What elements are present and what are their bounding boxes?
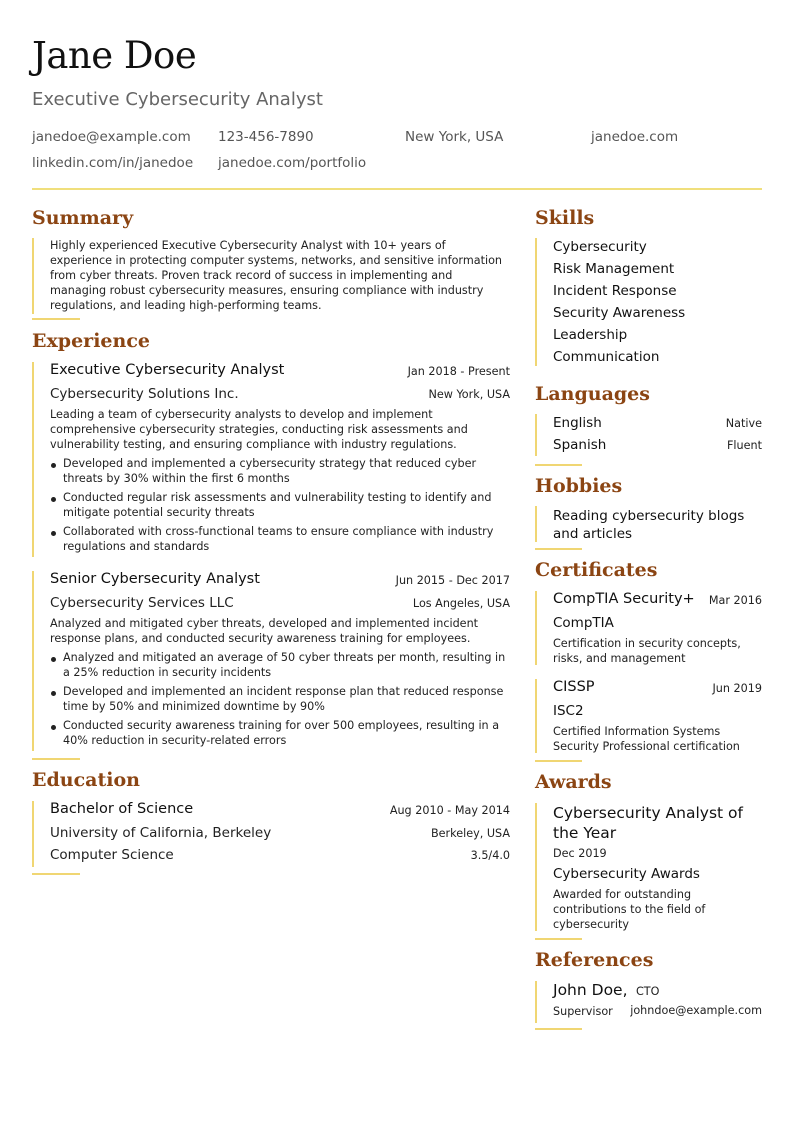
languages-rule <box>535 464 582 466</box>
summary-line: Highly experienced Executive Cybersecurity Analyst with 10+ years of <box>50 239 446 252</box>
certificate-date: Mar 2016 <box>708 594 762 607</box>
certificate-description <box>553 724 768 754</box>
award-issuer: Cybersecurity Awards <box>553 866 700 882</box>
hobbies-bar <box>535 506 537 542</box>
education-location: Berkeley, USA <box>431 827 510 840</box>
bullet-dot <box>51 691 56 696</box>
education-bar <box>32 801 34 867</box>
skill-item: Security Awareness <box>553 305 686 321</box>
job-bullet <box>63 524 523 554</box>
certificate-bar <box>535 679 537 753</box>
language-name: Spanish <box>553 437 607 453</box>
contact-email[interactable]: janedoe@example.com <box>32 129 191 145</box>
bullet-dot <box>51 657 56 662</box>
skill-item: Incident Response <box>553 283 677 299</box>
bullet-dot <box>51 497 56 502</box>
education-field: Computer Science <box>50 847 174 863</box>
experience-heading: Experience <box>32 330 150 352</box>
certificates-rule <box>535 760 582 762</box>
bullet-dot <box>51 725 56 730</box>
bullet-dot <box>51 463 56 468</box>
skills-heading: Skills <box>535 207 595 229</box>
education-rule <box>32 873 80 875</box>
job-description-line: comprehensive cybersecurity strategies, conducting risk assessments and <box>50 423 468 436</box>
award-title-line: Cybersecurity Analyst of <box>553 804 743 822</box>
job-bullet <box>63 718 523 748</box>
contact-location: New York, USA <box>405 129 504 145</box>
bullet-line: 40% reduction in security-related errors <box>63 734 287 747</box>
hobby-line: Reading cybersecurity blogs <box>553 508 745 524</box>
education-dates: Aug 2010 - May 2014 <box>389 804 510 817</box>
job-location: Los Angeles, USA <box>412 597 510 610</box>
references-rule <box>535 1028 582 1030</box>
reference-email[interactable]: johndoe@example.com <box>630 1004 762 1017</box>
bullet-line: a 25% reduction in security incidents <box>63 666 272 679</box>
award-description-line: contributions to the field of <box>553 903 706 916</box>
contact-linkedin[interactable]: linkedin.com/in/janedoe <box>32 155 194 171</box>
job-description <box>50 407 520 452</box>
certificates-heading: Certificates <box>535 559 658 581</box>
certificate-description-line: risks, and management <box>553 652 686 665</box>
hobby-line: and articles <box>553 526 633 542</box>
job-description-line: response plans, and conducted security awareness training for employees. <box>50 632 471 645</box>
summary-heading: Summary <box>32 207 134 229</box>
award-title-line: the Year <box>553 824 617 842</box>
skill-item: Communication <box>553 349 660 365</box>
reference-name: John Doe, <box>553 981 628 999</box>
language-level: Native <box>725 417 762 430</box>
bullet-line: Developed and implemented a cybersecurity strategy that reduced cyber <box>63 457 477 470</box>
hobbies-rule <box>535 548 582 550</box>
job-description <box>50 616 520 646</box>
certificate-issuer: ISC2 <box>553 703 584 719</box>
award-date: Dec 2019 <box>553 847 607 860</box>
skill-item: Risk Management <box>553 261 675 277</box>
job-company: Cybersecurity Solutions Inc. <box>50 386 239 402</box>
contact-phone[interactable]: 123-456-7890 <box>218 129 314 145</box>
education-heading: Education <box>32 769 140 791</box>
award-description <box>553 887 768 932</box>
certificate-bar <box>535 591 537 665</box>
bullet-line: Conducted security awareness training for over 500 employees, resulting in a <box>63 719 500 732</box>
job-bullet <box>63 456 523 486</box>
skill-item: Leadership <box>553 327 628 343</box>
bullet-line: Conducted regular risk assessments and vulnerability testing to identify and <box>63 491 492 504</box>
job-dates: Jan 2018 - Present <box>407 365 510 378</box>
job-dates: Jun 2015 - Dec 2017 <box>395 574 510 587</box>
education-degree: Bachelor of Science <box>50 801 194 817</box>
hobbies-heading: Hobbies <box>535 475 623 497</box>
reference-role: CTO <box>636 985 660 998</box>
references-bar <box>535 981 537 1023</box>
skills-bar <box>535 238 537 366</box>
summary-line: experience in protecting computer systems, networks, and sensitive information <box>50 254 503 267</box>
award-description-line: Awarded for outstanding <box>553 888 692 901</box>
reference-relation: Supervisor <box>553 1005 613 1018</box>
bullet-line: Developed and implemented an incident response plan that reduced response <box>63 685 504 698</box>
bullet-line: mitigate potential security threats <box>63 506 255 519</box>
certificate-name: CISSP <box>553 679 595 695</box>
certificate-issuer: CompTIA <box>553 615 614 631</box>
language-name: English <box>553 415 602 431</box>
certificate-date: Jun 2019 <box>712 682 762 695</box>
job-location: New York, USA <box>428 388 510 401</box>
job-bar <box>32 362 34 557</box>
references-heading: References <box>535 949 654 971</box>
job-bar <box>32 571 34 751</box>
job-company: Cybersecurity Services LLC <box>50 595 234 611</box>
language-level: Fluent <box>727 439 762 452</box>
summary-line: regulations, and leading high-performing teams. <box>50 299 322 312</box>
certificate-description-line: Security Professional certification <box>553 740 740 753</box>
job-bullet <box>63 650 523 680</box>
languages-heading: Languages <box>535 383 650 405</box>
education-school: University of California, Berkeley <box>50 825 272 841</box>
job-description-line: Leading a team of cybersecurity analysts to develop and implement <box>50 408 433 421</box>
certificate-description <box>553 636 768 666</box>
experience-rule <box>32 758 80 760</box>
summary-line: managing robust cybersecurity measures, ensuring compliance with industry <box>50 284 484 297</box>
bullet-line: threats by 30% within the first 6 months <box>63 472 290 485</box>
education-gpa: 3.5/4.0 <box>470 849 510 862</box>
candidate-title: Executive Cybersecurity Analyst <box>32 89 323 110</box>
hobby-item <box>553 507 744 543</box>
award-description-line: cybersecurity <box>553 918 630 931</box>
header-divider <box>32 188 762 190</box>
candidate-name: Jane Doe <box>32 34 197 77</box>
job-title: Senior Cybersecurity Analyst <box>50 571 260 587</box>
bullet-line: Collaborated with cross-functional teams to ensure compliance with industry <box>63 525 494 538</box>
summary-rule <box>32 318 80 320</box>
certificate-name: CompTIA Security+ <box>553 591 695 607</box>
summary-bar <box>32 238 34 314</box>
awards-rule <box>535 938 582 940</box>
summary-text <box>50 238 520 313</box>
bullet-dot <box>51 531 56 536</box>
bullet-line: regulations and standards <box>63 540 210 553</box>
bullet-line: Analyzed and mitigated an average of 50 cyber threats per month, resulting in <box>63 651 506 664</box>
job-description-line: vulnerability testing, and ensuring compliance with industry regulations. <box>50 438 457 451</box>
bullet-line: time by 50% and minimized downtime by 90% <box>63 700 325 713</box>
languages-bar <box>535 414 537 456</box>
certificate-description-line: Certified Information Systems <box>553 725 721 738</box>
job-bullet <box>63 490 523 520</box>
certificate-description-line: Certification in security concepts, <box>553 637 741 650</box>
job-bullet <box>63 684 523 714</box>
awards-bar <box>535 803 537 931</box>
job-description-line: Analyzed and mitigated cyber threats, developed and implemented incident <box>50 617 479 630</box>
job-title: Executive Cybersecurity Analyst <box>50 362 285 378</box>
award-title <box>553 803 743 843</box>
skill-item: Cybersecurity <box>553 239 647 255</box>
contact-portfolio[interactable]: janedoe.com/portfolio <box>218 155 367 171</box>
awards-heading: Awards <box>535 771 612 793</box>
contact-website[interactable]: janedoe.com <box>591 129 679 145</box>
summary-line: from cyber threats. Proven track record of success in implementing and <box>50 269 453 282</box>
